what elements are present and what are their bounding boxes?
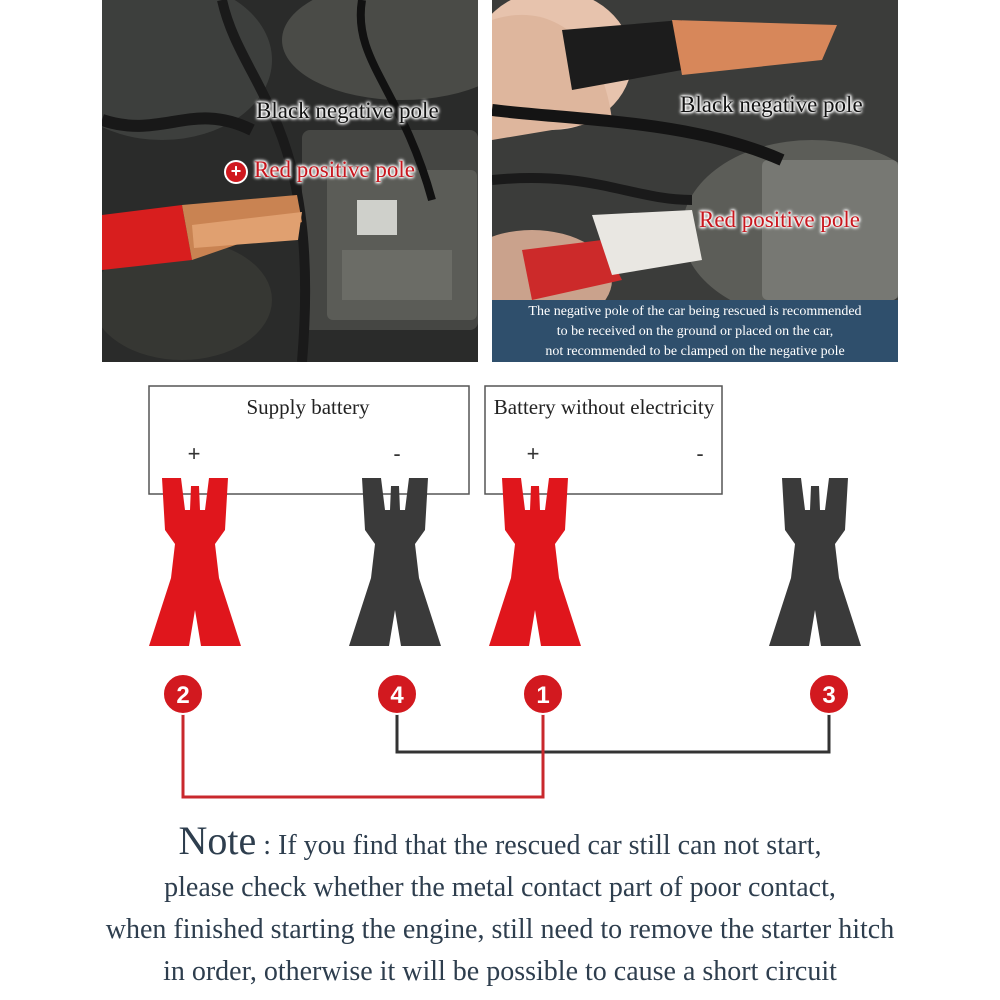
note-separator: : (256, 830, 279, 861)
step-number: 4 (390, 682, 404, 709)
red-cable (183, 694, 543, 797)
dead-battery-minus: - (696, 441, 704, 466)
black-clamp-icon (769, 478, 861, 646)
step-number: 3 (822, 682, 836, 709)
step-badge-1 (523, 674, 563, 714)
engine-photo-left (102, 0, 478, 362)
caption-line: not recommended to be clamped on the negative pole (545, 344, 845, 359)
recommendation-caption (492, 300, 898, 362)
step-number: 2 (176, 682, 190, 709)
supply-battery-plus: + (187, 441, 201, 466)
caption-line: to be received on the ground or placed on the car, (556, 324, 834, 339)
caption-line: The negative pole of the car being rescued is recommended (528, 304, 862, 319)
step-badge-3 (809, 674, 849, 714)
step-badge-2 (163, 674, 203, 714)
red-positive-pole-label-right: Red positive pole (699, 207, 860, 232)
step-badge-4 (377, 674, 417, 714)
note-line: If you find that the rescued car still can not start, (278, 830, 822, 861)
black-cable (397, 694, 829, 752)
plus-icon: + (226, 162, 246, 182)
supply-battery-label: Supply battery (246, 395, 370, 419)
dead-battery-label: Battery without electricity (493, 395, 715, 419)
black-negative-pole-label-left: Black negative pole (256, 98, 439, 123)
step-number: 1 (536, 682, 550, 709)
supply-battery (149, 386, 469, 494)
note-title: Note (178, 818, 257, 863)
note-text (0, 820, 1000, 993)
note-line: please check whether the metal contact part of poor contact, (164, 872, 836, 903)
red-clamp-icon (149, 478, 241, 646)
engine-photo-right (492, 0, 898, 362)
note-line: in order, otherwise it will be possible to cause a short circuit (163, 956, 837, 987)
dead-battery (485, 386, 722, 494)
black-clamp-icon (349, 478, 441, 646)
note-line-1 (0, 820, 1000, 867)
red-clamp-icon (489, 478, 581, 646)
red-positive-pole-label-left: Red positive pole (254, 157, 415, 182)
black-negative-pole-label-right: Black negative pole (680, 92, 863, 117)
dead-battery-plus: + (526, 441, 540, 466)
supply-battery-minus: - (393, 441, 401, 466)
note-line: when finished starting the engine, still need to remove the starter hitch (105, 914, 895, 945)
connection-diagram (0, 370, 1000, 810)
